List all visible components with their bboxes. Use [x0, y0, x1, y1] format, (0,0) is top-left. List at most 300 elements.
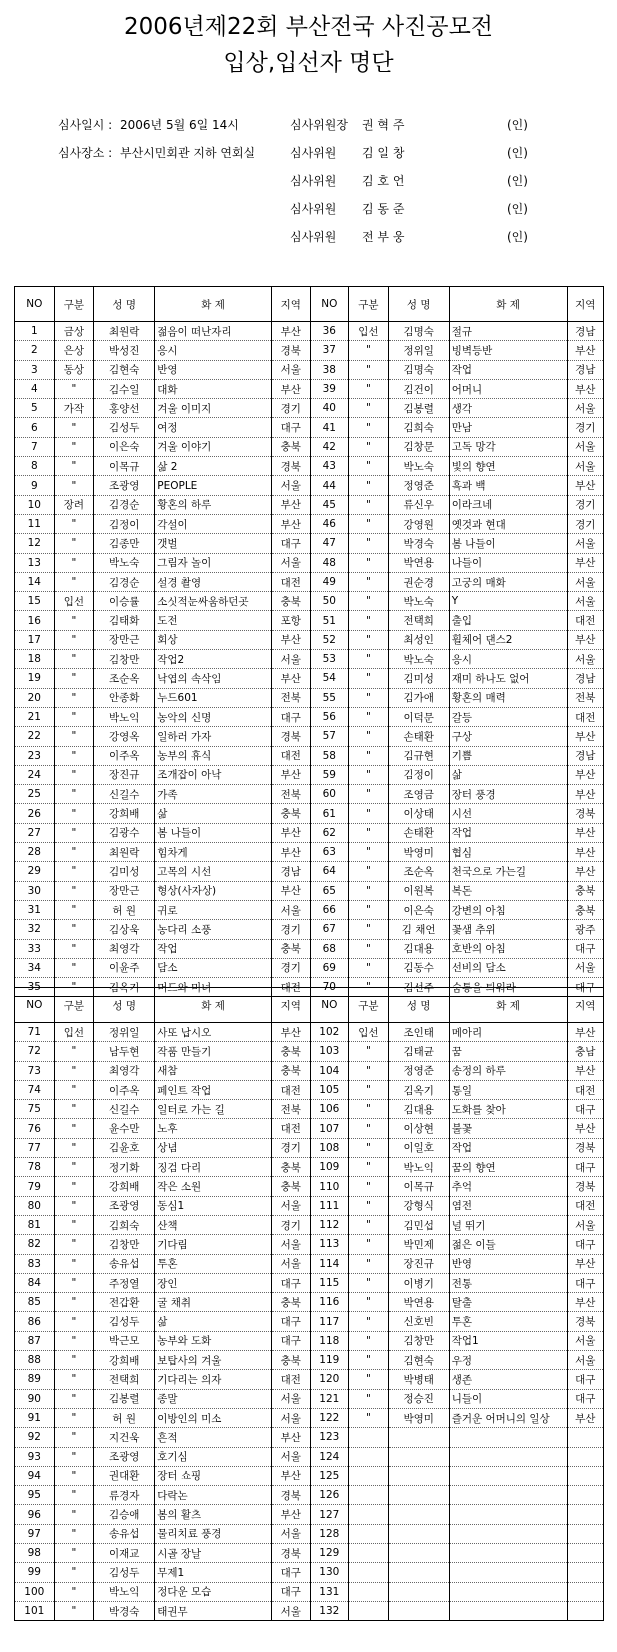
- table-row: [15, 1389, 604, 1408]
- document-title: 2006년제22회 부산전국 사진공모전: [123, 14, 494, 40]
- table-row: [15, 1370, 604, 1389]
- cell-region: 충북: [271, 1042, 310, 1061]
- cell-title: 생존: [449, 1370, 567, 1389]
- cell-entry-no: 57: [310, 727, 349, 746]
- cell-title: [449, 1447, 567, 1466]
- cell-name: 김명숙: [388, 360, 449, 379]
- cell-category: [349, 1524, 389, 1543]
- cell-entry-no: 15: [15, 592, 55, 611]
- cell-region: 대전: [567, 707, 604, 726]
- cell-region: 서울: [271, 1408, 310, 1427]
- cell-title: 꿈의 향연: [449, 1158, 567, 1177]
- cell-name: 이덕문: [388, 707, 449, 726]
- cell-region: 서울: [567, 650, 604, 669]
- cell-entry-no: 85: [15, 1293, 55, 1312]
- cell-category: ": [54, 379, 94, 398]
- cell-name: 박노숙: [388, 650, 449, 669]
- cell-entry-no: 40: [310, 399, 349, 418]
- cell-title: 꿈: [449, 1042, 567, 1061]
- column-header-region: 지역: [567, 287, 604, 322]
- cell-category: ": [54, 939, 94, 958]
- cell-region: 부산: [567, 862, 604, 881]
- cell-title: 도전: [155, 611, 272, 630]
- cell-entry-no: 89: [15, 1370, 55, 1389]
- cell-entry-no: 10: [15, 495, 55, 514]
- cell-title: 통일: [449, 1080, 567, 1099]
- cell-entry-no: 77: [15, 1138, 55, 1157]
- cell-name: 김성두: [94, 1312, 155, 1331]
- cell-category: ": [349, 1100, 389, 1119]
- cell-entry-no: 41: [310, 418, 349, 437]
- cell-title: 시골 장날: [155, 1544, 272, 1563]
- cell-title: 봄의 활츠: [155, 1505, 272, 1524]
- cell-title: 태권무: [155, 1601, 272, 1620]
- cell-entry-no: 4: [15, 379, 55, 398]
- cell-entry-no: 60: [310, 785, 349, 804]
- cell-title: 그림자 놀이: [155, 553, 272, 572]
- cell-region: 서울: [567, 457, 604, 476]
- table-row: [15, 746, 604, 765]
- cell-entry-no: 2: [15, 341, 55, 360]
- cell-region: 서울: [271, 900, 310, 919]
- cell-region: 대구: [271, 1563, 310, 1582]
- cell-name: 박연용: [388, 553, 449, 572]
- cell-region: 부산: [567, 823, 604, 842]
- cell-name: 김창만: [388, 1331, 449, 1350]
- table-row: [15, 1235, 604, 1254]
- cell-entry-no: 83: [15, 1254, 55, 1273]
- cell-category: ": [54, 1119, 94, 1138]
- cell-name: 이병기: [388, 1273, 449, 1292]
- cell-name: [388, 1486, 449, 1505]
- cell-name: 김미성: [388, 669, 449, 688]
- column-header-title: 화 제: [155, 988, 272, 1023]
- cell-category: ": [349, 804, 389, 823]
- table-row: [15, 727, 604, 746]
- cell-title: 호기심: [155, 1447, 272, 1466]
- cell-entry-no: 3: [15, 360, 55, 379]
- cell-name: 김광수: [94, 823, 155, 842]
- judge-name: 김 일 창: [362, 146, 405, 160]
- winners-table-1: [14, 286, 604, 997]
- judge-role: 심사위원: [290, 146, 337, 160]
- table-row: [15, 1080, 604, 1099]
- cell-name: 주정열: [94, 1273, 155, 1292]
- table-row: [15, 785, 604, 804]
- cell-region: 대전: [567, 1196, 604, 1215]
- cell-entry-no: 27: [15, 823, 55, 842]
- cell-region: 대구: [567, 1370, 604, 1389]
- cell-title: 겨울 이미지: [155, 399, 272, 418]
- cell-category: ": [54, 920, 94, 939]
- cell-name: 조영금: [388, 785, 449, 804]
- cell-title: [449, 1582, 567, 1601]
- cell-category: 입선: [349, 322, 389, 341]
- cell-name: 정영준: [388, 476, 449, 495]
- cell-region: 대구: [271, 1273, 310, 1292]
- table-row: [15, 843, 604, 862]
- cell-title: 페인트 작업: [155, 1080, 272, 1099]
- table-row: [15, 495, 604, 514]
- cell-title: 황혼의 매력: [449, 688, 567, 707]
- cell-entry-no: 106: [310, 1100, 349, 1119]
- cell-entry-no: 53: [310, 650, 349, 669]
- cell-title: 농부의 휴식: [155, 746, 272, 765]
- cell-entry-no: 91: [15, 1408, 55, 1427]
- table-row: [15, 1351, 604, 1370]
- cell-name: [388, 1466, 449, 1485]
- cell-entry-no: 79: [15, 1177, 55, 1196]
- cell-entry-no: 117: [310, 1312, 349, 1331]
- column-header-name: 성 명: [388, 988, 449, 1023]
- cell-title: 작업: [449, 360, 567, 379]
- cell-name: [388, 1524, 449, 1543]
- cell-category: ": [54, 881, 94, 900]
- table-row: [15, 862, 604, 881]
- cell-entry-no: 68: [310, 939, 349, 958]
- cell-region: 부산: [567, 379, 604, 398]
- cell-region: 경기: [271, 1138, 310, 1157]
- cell-title: 이방인의 미소: [155, 1408, 272, 1427]
- cell-title: 형상(사자상): [155, 881, 272, 900]
- cell-name: [388, 1601, 449, 1620]
- cell-region: 대구: [271, 707, 310, 726]
- table-row: [15, 1158, 604, 1177]
- cell-category: ": [54, 553, 94, 572]
- cell-region: 경기: [271, 1215, 310, 1234]
- cell-entry-no: 31: [15, 900, 55, 919]
- cell-title: 강변의 아침: [449, 900, 567, 919]
- cell-entry-no: 17: [15, 630, 55, 649]
- cell-name: 강형식: [388, 1196, 449, 1215]
- cell-title: 휠체어 댄스2: [449, 630, 567, 649]
- table-row: [15, 1447, 604, 1466]
- cell-name: 김건이: [388, 379, 449, 398]
- table-row: [15, 1486, 604, 1505]
- cell-name: 장진규: [94, 765, 155, 784]
- cell-entry-no: 115: [310, 1273, 349, 1292]
- cell-region: 충북: [271, 1293, 310, 1312]
- cell-title: 협심: [449, 843, 567, 862]
- cell-title: 일하러 가자: [155, 727, 272, 746]
- cell-entry-no: 55: [310, 688, 349, 707]
- cell-category: ": [54, 765, 94, 784]
- cell-title: 출입: [449, 611, 567, 630]
- cell-category: ": [349, 572, 389, 591]
- cell-category: 장려: [54, 495, 94, 514]
- cell-entry-no: 1: [15, 322, 55, 341]
- cell-region: 서울: [567, 1351, 604, 1370]
- cell-region: 서울: [271, 1196, 310, 1215]
- cell-category: ": [54, 534, 94, 553]
- cell-region: 대구: [567, 978, 604, 997]
- cell-entry-no: 93: [15, 1447, 55, 1466]
- cell-region: 서울: [271, 553, 310, 572]
- cell-entry-no: 86: [15, 1312, 55, 1331]
- cell-region: 경남: [567, 746, 604, 765]
- cell-title: 재미 하나도 없어: [449, 669, 567, 688]
- cell-category: ": [349, 1293, 389, 1312]
- cell-entry-no: 38: [310, 360, 349, 379]
- cell-category: ": [349, 958, 389, 977]
- cell-name: 이원복: [388, 881, 449, 900]
- cell-entry-no: 32: [15, 920, 55, 939]
- cell-name: 홍양선: [94, 399, 155, 418]
- cell-entry-no: 59: [310, 765, 349, 784]
- cell-entry-no: 114: [310, 1254, 349, 1273]
- cell-category: ": [54, 1061, 94, 1080]
- cell-category: ": [349, 592, 389, 611]
- cell-region: 대전: [271, 746, 310, 765]
- cell-region: 경북: [567, 1312, 604, 1331]
- cell-region: 대구: [271, 1582, 310, 1601]
- cell-entry-no: 33: [15, 939, 55, 958]
- cell-name: 박성진: [94, 341, 155, 360]
- cell-name: 강희배: [94, 1177, 155, 1196]
- cell-category: 금상: [54, 322, 94, 341]
- cell-entry-no: 20: [15, 688, 55, 707]
- cell-category: ": [54, 1601, 94, 1620]
- judge-seal: (인): [507, 202, 528, 216]
- cell-entry-no: 70: [310, 978, 349, 997]
- cell-name: 조광영: [94, 476, 155, 495]
- cell-entry-no: 107: [310, 1119, 349, 1138]
- cell-region: 경북: [567, 1177, 604, 1196]
- cell-title: 옛것과 현대: [449, 514, 567, 533]
- cell-category: ": [349, 1119, 389, 1138]
- cell-category: ": [349, 823, 389, 842]
- cell-entry-no: 81: [15, 1215, 55, 1234]
- cell-name: 전갑환: [94, 1293, 155, 1312]
- cell-region: 대구: [567, 1158, 604, 1177]
- cell-entry-no: 90: [15, 1389, 55, 1408]
- cell-category: ": [54, 1196, 94, 1215]
- cell-category: ": [54, 1235, 94, 1254]
- cell-name: 정위일: [388, 341, 449, 360]
- cell-title: 다락논: [155, 1486, 272, 1505]
- cell-region: 전북: [567, 688, 604, 707]
- cell-region: 부산: [567, 341, 604, 360]
- cell-region: [567, 1544, 604, 1563]
- cell-entry-no: 6: [15, 418, 55, 437]
- cell-category: [349, 1601, 389, 1620]
- cell-title: 봄 나들이: [449, 534, 567, 553]
- cell-category: ": [349, 1215, 389, 1234]
- cell-title: [449, 1563, 567, 1582]
- cell-entry-no: 50: [310, 592, 349, 611]
- cell-entry-no: 80: [15, 1196, 55, 1215]
- table-row: [15, 1042, 604, 1061]
- table-row: [15, 823, 604, 842]
- cell-name: 박경숙: [94, 1601, 155, 1620]
- cell-title: 전통: [449, 1273, 567, 1292]
- cell-region: 부산: [271, 843, 310, 862]
- cell-name: 김경순: [94, 572, 155, 591]
- cell-name: 권순경: [388, 572, 449, 591]
- cell-title: 동심1: [155, 1196, 272, 1215]
- cell-category: ": [349, 514, 389, 533]
- cell-title: 삶: [155, 804, 272, 823]
- cell-category: ": [54, 1100, 94, 1119]
- cell-entry-no: 124: [310, 1447, 349, 1466]
- cell-name: 정승진: [388, 1389, 449, 1408]
- cell-region: 경기: [271, 920, 310, 939]
- table-row: [15, 920, 604, 939]
- cell-region: 대전: [271, 1370, 310, 1389]
- column-header-title: 화 제: [449, 988, 567, 1023]
- cell-category: ": [349, 650, 389, 669]
- cell-category: ": [54, 1428, 94, 1447]
- cell-title: 조개잡이 아낙: [155, 765, 272, 784]
- cell-title: 작품 만들기: [155, 1042, 272, 1061]
- cell-entry-no: 23: [15, 746, 55, 765]
- column-header-title: 화 제: [155, 287, 272, 322]
- cell-category: ": [54, 688, 94, 707]
- cell-title: 농부와 도화: [155, 1331, 272, 1350]
- table-row: [15, 1254, 604, 1273]
- column-header-region: 지역: [271, 988, 310, 1023]
- cell-entry-no: 72: [15, 1042, 55, 1061]
- cell-name: 이승률: [94, 592, 155, 611]
- cell-category: 입선: [54, 592, 94, 611]
- cell-name: 김희숙: [388, 418, 449, 437]
- cell-title: 대화: [155, 379, 272, 398]
- cell-category: ": [349, 476, 389, 495]
- cell-entry-no: 65: [310, 881, 349, 900]
- table-row: [15, 437, 604, 456]
- cell-category: ": [349, 900, 389, 919]
- cell-name: [388, 1447, 449, 1466]
- cell-region: 경기: [567, 495, 604, 514]
- cell-name: 정위일: [94, 1023, 155, 1042]
- cell-category: ": [54, 1486, 94, 1505]
- cell-category: ": [54, 746, 94, 765]
- cell-name: 김태균: [388, 1042, 449, 1061]
- cell-category: [349, 1544, 389, 1563]
- cell-entry-no: 45: [310, 495, 349, 514]
- cell-title: 도화를 찾아: [449, 1100, 567, 1119]
- cell-region: 경북: [567, 1138, 604, 1157]
- cell-name: 김현숙: [388, 1351, 449, 1370]
- table-header: [15, 287, 604, 322]
- cell-title: 이라크네: [449, 495, 567, 514]
- cell-entry-no: 122: [310, 1408, 349, 1427]
- cell-region: 서울: [567, 437, 604, 456]
- cell-category: ": [54, 1544, 94, 1563]
- cell-category: ": [54, 669, 94, 688]
- cell-region: 서울: [271, 1447, 310, 1466]
- table-header: [15, 988, 604, 1023]
- cell-name: 김규현: [388, 746, 449, 765]
- cell-region: 대전: [271, 978, 310, 997]
- cell-title: 시선: [449, 804, 567, 823]
- cell-category: ": [54, 1215, 94, 1234]
- cell-name: 김수일: [94, 379, 155, 398]
- cell-name: 김동수: [388, 958, 449, 977]
- judge-name: 권 혁 주: [362, 118, 405, 132]
- cell-category: ": [54, 476, 94, 495]
- table-row: [15, 553, 604, 572]
- cell-category: ": [349, 379, 389, 398]
- cell-name: 이윤주: [94, 958, 155, 977]
- cell-region: 충북: [271, 939, 310, 958]
- table-row: [15, 939, 604, 958]
- cell-title: 니들이: [449, 1389, 567, 1408]
- info-row-5: [0, 227, 617, 247]
- cell-region: 서울: [567, 1215, 604, 1234]
- cell-category: 입선: [54, 1023, 94, 1042]
- cell-entry-no: 108: [310, 1138, 349, 1157]
- cell-name: 손태환: [388, 727, 449, 746]
- cell-name: 김민섭: [388, 1215, 449, 1234]
- cell-entry-no: 29: [15, 862, 55, 881]
- cell-category: ": [54, 1312, 94, 1331]
- cell-entry-no: 105: [310, 1080, 349, 1099]
- table-row: [15, 476, 604, 495]
- cell-category: [349, 1428, 389, 1447]
- cell-category: ": [54, 457, 94, 476]
- cell-entry-no: 44: [310, 476, 349, 495]
- cell-entry-no: 82: [15, 1235, 55, 1254]
- cell-entry-no: 101: [15, 1601, 55, 1620]
- cell-region: 부산: [567, 1408, 604, 1427]
- cell-category: ": [54, 1447, 94, 1466]
- cell-name: 김 채언: [388, 920, 449, 939]
- cell-title: 불꽃: [449, 1119, 567, 1138]
- cell-name: 조광영: [94, 1447, 155, 1466]
- cell-region: 대전: [567, 611, 604, 630]
- cell-category: ": [349, 553, 389, 572]
- cell-name: 박노익: [388, 1158, 449, 1177]
- cell-title: 꽃샘 추위: [449, 920, 567, 939]
- cell-region: 부산: [271, 379, 310, 398]
- cell-entry-no: 8: [15, 457, 55, 476]
- cell-category: ": [349, 669, 389, 688]
- table-row: [15, 592, 604, 611]
- cell-title: 기다림: [155, 1235, 272, 1254]
- cell-category: ": [349, 1370, 389, 1389]
- cell-entry-no: 116: [310, 1293, 349, 1312]
- cell-category: ": [349, 727, 389, 746]
- table-row: [15, 1582, 604, 1601]
- cell-entry-no: 75: [15, 1100, 55, 1119]
- cell-region: 부산: [567, 553, 604, 572]
- cell-category: ": [349, 843, 389, 862]
- cell-category: [349, 1505, 389, 1524]
- cell-entry-no: 14: [15, 572, 55, 591]
- cell-title: 즐거운 어머니의 일상: [449, 1408, 567, 1427]
- cell-name: [388, 1563, 449, 1582]
- column-header-category: 구분: [349, 287, 389, 322]
- table-row: [15, 1100, 604, 1119]
- cell-title: 여정: [155, 418, 272, 437]
- cell-title: 흔적: [155, 1428, 272, 1447]
- table-row: [15, 1293, 604, 1312]
- cell-title: 가족: [155, 785, 272, 804]
- cell-title: 반영: [155, 360, 272, 379]
- cell-region: 서울: [271, 1524, 310, 1543]
- cell-title: 젊은 이들: [449, 1235, 567, 1254]
- cell-region: 부산: [271, 1428, 310, 1447]
- cell-name: 최원락: [94, 322, 155, 341]
- cell-category: ": [54, 1293, 94, 1312]
- cell-category: ": [349, 881, 389, 900]
- table-row: [15, 900, 604, 919]
- cell-name: 김승애: [94, 1505, 155, 1524]
- cell-name: 김대용: [388, 939, 449, 958]
- cell-category: [349, 1466, 389, 1485]
- cell-region: [567, 1582, 604, 1601]
